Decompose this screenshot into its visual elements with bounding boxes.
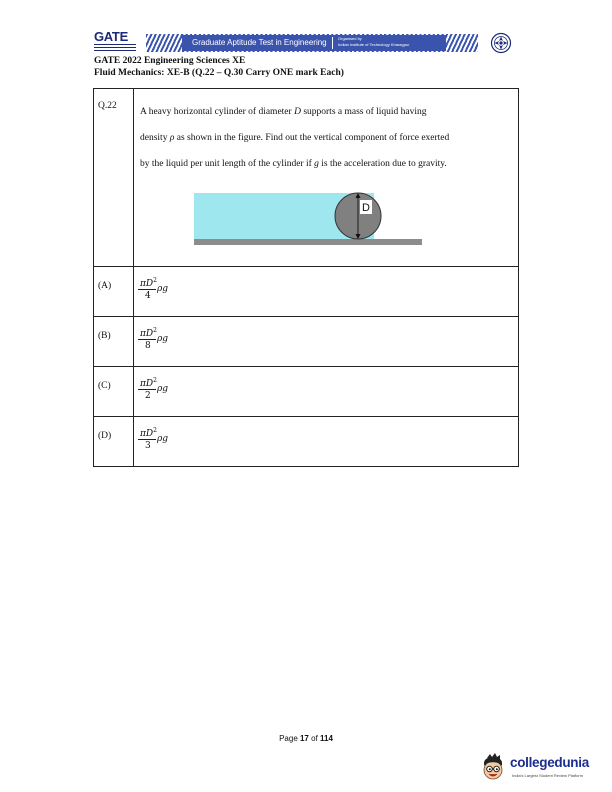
page-total: 114 [320, 734, 333, 743]
question-text [134, 89, 518, 177]
variable-g: g [314, 159, 319, 169]
fraction-bar [138, 439, 156, 440]
text-segment: by the liquid per unit length of the cylinder if [140, 159, 315, 169]
option-content [134, 367, 518, 416]
exponent: 2 [153, 327, 157, 334]
banner-title: Graduate Aptitude Test in Engineering [192, 38, 327, 47]
text-segment: is the acceleration due to gravity. [318, 159, 447, 169]
gate-logo-text: GATE [94, 29, 128, 44]
banner-band [182, 35, 446, 51]
question-content [134, 89, 518, 266]
formula-denominator: 2 [145, 391, 151, 401]
fraction-bar [138, 389, 156, 390]
diameter-label: D [362, 202, 370, 214]
option-label: (B) [94, 317, 134, 366]
iit-kharagpur-emblem-icon [490, 32, 512, 54]
question-table [93, 88, 519, 467]
organizer-name: Indian Institute of Technology Kharagpur [338, 42, 410, 47]
option-formula [138, 377, 188, 409]
exam-title: GATE 2022 Engineering Sciences XE [94, 56, 246, 66]
option-formula [138, 427, 188, 459]
formula-denominator: 3 [145, 441, 151, 451]
option-formula [138, 277, 188, 309]
section-title: Fluid Mechanics: XE-B (Q.22 – Q.30 Carry ONE mark Each) [94, 68, 344, 78]
formula-numerator [140, 427, 157, 439]
option-formula [138, 327, 188, 359]
numerator-text: πD [140, 279, 154, 289]
collegedunia-logo [478, 750, 608, 786]
formula-rho-g: ρg [157, 334, 169, 344]
question-number: Q.22 [94, 89, 134, 266]
question-line-1 [140, 99, 512, 125]
option-content [134, 417, 518, 466]
formula-numerator [140, 377, 157, 389]
option-row-a [94, 266, 518, 316]
page-number [0, 734, 612, 743]
text-segment: A heavy horizontal cylinder of diameter [140, 107, 295, 117]
formula-denominator: 4 [145, 291, 151, 301]
text-segment: as shown in the figure. Find out the vertical component of force exerted [174, 133, 450, 143]
fraction-bar [138, 339, 156, 340]
brand-tagline: India's Largest Student Review Platform [512, 773, 584, 778]
page-current: 17 [299, 734, 309, 743]
text-segment: supports a mass of liquid having [300, 107, 427, 117]
brand-name: collegedunia [510, 755, 589, 770]
page-header [94, 30, 518, 56]
banner-organizer [338, 36, 410, 48]
question-row [94, 89, 518, 266]
option-row-d [94, 416, 518, 466]
exponent: 2 [153, 277, 157, 284]
cylinder-liquid-figure [186, 187, 422, 253]
fraction-bar [138, 289, 156, 290]
exponent: 2 [153, 377, 157, 384]
banner-separator [332, 37, 333, 49]
gate-logo [94, 30, 142, 54]
formula-rho-g: ρg [157, 284, 169, 294]
option-row-b [94, 316, 518, 366]
variable-d: D [294, 107, 301, 117]
option-row-c [94, 366, 518, 416]
formula-rho-g: ρg [157, 434, 169, 444]
formula-denominator: 8 [145, 341, 151, 351]
option-content [134, 267, 518, 316]
header-banner [146, 34, 478, 52]
organized-by-label: Organised by [338, 36, 362, 41]
option-label: (D) [94, 417, 134, 466]
page-prefix: Page [279, 734, 300, 743]
formula-numerator [140, 277, 157, 289]
numerator-text: πD [140, 379, 154, 389]
text-segment: density [140, 133, 170, 143]
page-of: of [308, 734, 321, 743]
exponent: 2 [153, 427, 157, 434]
question-line-3 [140, 151, 512, 177]
formula-numerator [140, 327, 157, 339]
option-label: (A) [94, 267, 134, 316]
question-line-2 [140, 125, 512, 151]
option-content [134, 317, 518, 366]
numerator-text: πD [140, 429, 154, 439]
formula-rho-g: ρg [157, 384, 169, 394]
student-mascot-icon [478, 752, 508, 782]
ground-surface [194, 239, 422, 245]
gate-logo-stripes [94, 44, 136, 53]
option-label: (C) [94, 367, 134, 416]
variable-rho: ρ [169, 133, 175, 143]
numerator-text: πD [140, 329, 154, 339]
